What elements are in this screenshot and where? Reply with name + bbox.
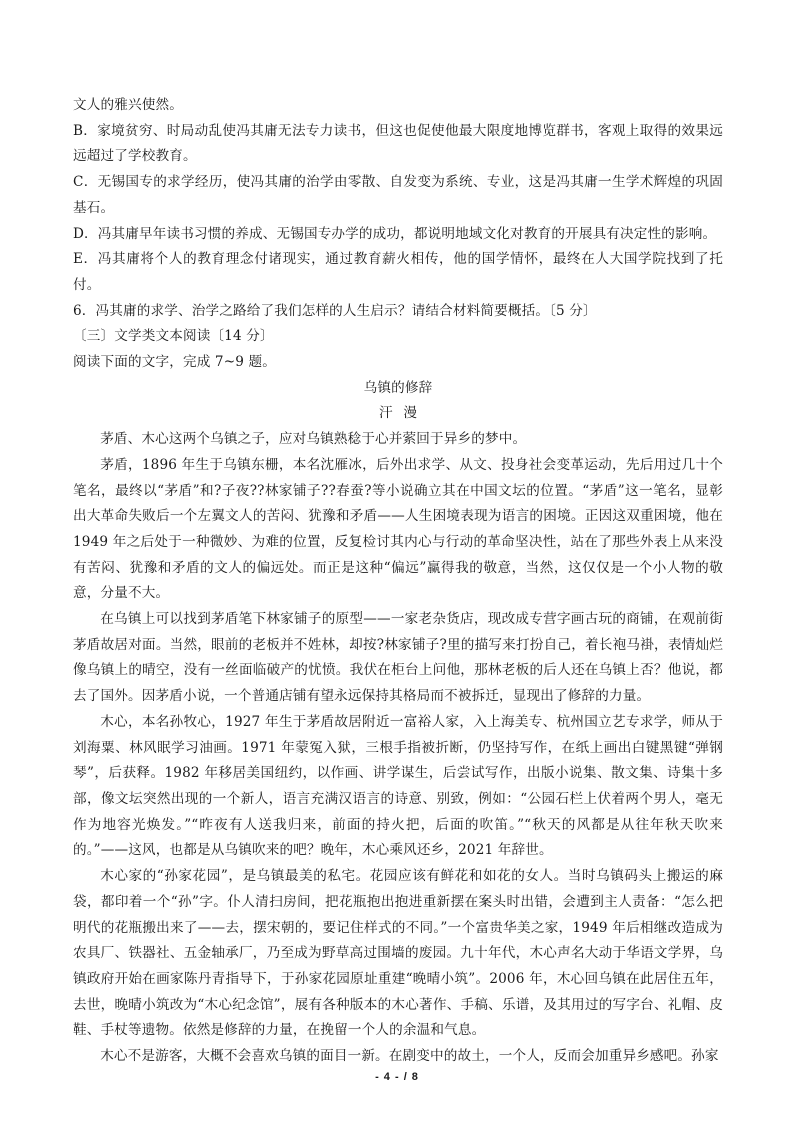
article-author-line [73, 401, 723, 427]
article-paragraph: 茅盾、木心这两个乌镇之子，应对乌镇熟稔于心并萦回于异乡的梦中。 [100, 431, 527, 448]
option-b: B．家境贫穷、时局动乱使冯其庸无法专力读书，但这也促使他最大限度地博览群书，客观上取得的效果远远超过了学校教育。 [73, 122, 723, 165]
article-paragraph: 茅盾，1896 年生于乌镇东栅，本名沈雁冰，后外出求学、从文、投身社会变革运动，先后用过几十个笔名，最终以“茅盾”和?子夜??林家铺子??春蚕?等小说确立其在中国文坛的位置。“茅盾”这一笔名，显彰出大革命失败后一个左翼文人的苦闷、犹豫和矛盾——人生困境表现为语言的困境。正因这双重困境，他在 1949 年之后处于一种微妙、为难的位置，反复检讨其内心与行动的革命坚决性，站在了那些外表上从来没有苦闷、犹豫和矛盾的文人的偏远处。而正是这种“偏远”赢得我的敬意，当然，这仅仅是一个小人物的敬意，分量不大。 [73, 456, 723, 602]
section-heading: 〔三〕文学类文本阅读〔14 分〕 [73, 328, 274, 345]
page-number: - 4 - / 8 [375, 1071, 419, 1083]
page-content [73, 93, 723, 1070]
article-paragraph: 木心家的“孙家花园”，是乌镇最美的私宅。花园应该有鲜花和如花的女人。当时乌镇码头上搬运的麻袋，都印着一个“孙”字。仆人清扫房间，把花瓶抱出抱进重新摆在案头时出错，会遭到主人责备：“怎么把明代的花瓶搬出来了——去，摆宋朝的，要记住样式的不同。”一个富贵华美之家，1949 年后相继改造成为农具厂、铁器社、五金轴承厂，乃至成为野草高过围墙的废园。九十年代，木心声名大动于华语文学界，乌镇政府开始在画家陈丹青指导下，于孙家花园原址重建“晚晴小筑”。2006 年，木心回乌镇在此居住五年，去世，晚晴小筑改为“木心纪念馆”，展有各种版本的木心著作、手稿、乐谱，及其用过的写字台、礼帽、皮鞋、手杖等遗物。依然是修辞的力量，在挽留一个人的余温和气息。 [73, 868, 723, 1039]
article-paragraph: 木心，本名孙牧心，1927 年生于茅盾故居附近一富裕人家，入上海美专、杭州国立艺专求学，师从于刘海粟、林风眠学习油画。1971 年蒙冤入狱，三根手指被折断，仍坚持写作，在纸上画出白键黑键“弹钢琴”，后获释。1982 年移居美国纽约，以作画、讲学谋生，后尝试写作，出版小说集、散文集、诗集十多部，像文坛突然出现的一个新人，语言充满汉语言的诗意、别致，例如：“公园石栏上伏着两个男人，毫无作为地容光焕发。”“昨夜有人送我归来，前面的持火把，后面的吹笛。”“秋天的风都是从往年秋天吹来的。”——这风，也都是从乌镇吹来的吧？晚年，木心乘风还乡，2021 年辞世。 [73, 713, 723, 859]
article-paragraph: 木心不是游客，大概不会喜欢乌镇的面目一新。在剧变中的故土，一个人，反而会加重异乡感吧。孙家 [100, 1048, 719, 1065]
article-paragraph: 在乌镇上可以找到茅盾笔下林家铺子的原型——一家老杂货店，现改成专营字画古玩的商铺，在观前街茅盾故居对面。当然，眼前的老板并不姓林，却按?林家铺子?里的描写来打扮自己，着长袍马褂，表情灿烂像乌镇上的晴空，没有一丝面临破产的忧愤。我伏在柜台上问他，那林老板的后人还在乌镇上否？他说，都去了国外。因茅盾小说，一个普通店铺有望永远保持其格局而不被拆迁，显现出了修辞的力量。 [73, 611, 723, 705]
option-a-tail: 文人的雅兴使然。 [73, 97, 183, 113]
article-title: 乌镇的修辞 [363, 379, 433, 396]
reading-instruction: 阅读下面的文字，完成 7~9 题。 [73, 354, 277, 371]
question-6: 6．冯其庸的求学、治学之路给了我们怎样的人生启示？请结合材料简要概括。〔5 分〕 [73, 302, 597, 319]
option-c: C．无锡国专的求学经历，使冯其庸的治学由零散、自发变为系统、专业，这是冯其庸一生学术辉煌的巩固基石。 [73, 174, 723, 216]
option-e: E．冯其庸将个人的教育理念付诸现实，通过教育薪火相传，他的国学情怀，最终在人大国学院找到了托付。 [73, 251, 723, 293]
option-d: D．冯其庸早年读书习惯的养成、无锡国专办学的成功，都说明地域文化对教育的开展具有决定性的影响。 [73, 225, 717, 242]
article-author: 汗漫 [378, 405, 428, 422]
